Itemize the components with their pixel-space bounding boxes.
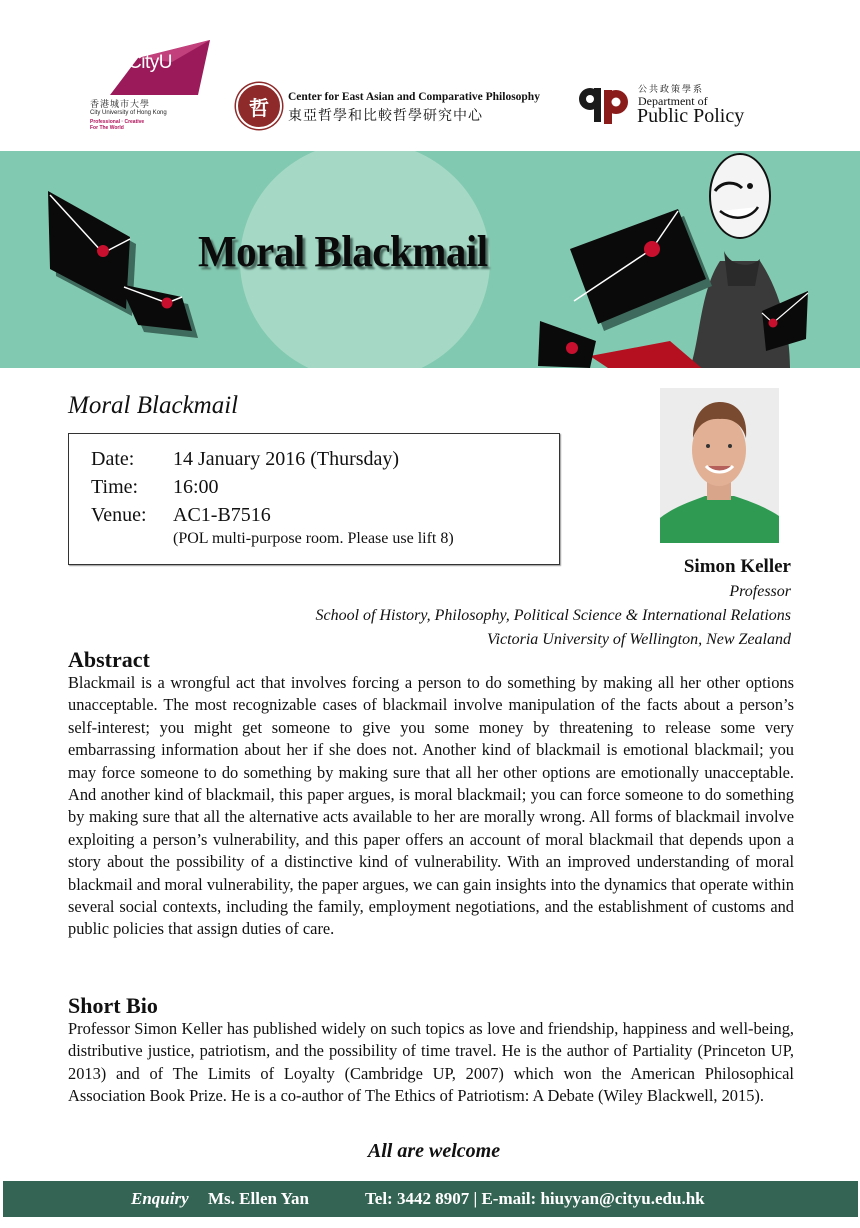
dpp-logo (578, 80, 758, 130)
dpp-name-line2: Public Policy (637, 105, 745, 127)
banner-title: Moral Blackmail (198, 227, 488, 276)
date-value: 14 January 2016 (Thursday) (173, 448, 400, 470)
talk-title: Moral Blackmail (68, 392, 239, 419)
event-details-box (68, 433, 560, 565)
envelope-icon (48, 191, 136, 316)
dpp-name-line1: Department of (638, 94, 708, 108)
venue-value: AC1-B7516 (173, 504, 271, 526)
bio-text: Professor Simon Keller has published widely on such topics as love and friendship, happiness and well-being, distributive justice, patriotism, and the possibility of time travel. He is the author of Partiality (Princeton UP, 2013) and of The Limits of Loyalty (Cambridge UP, 2007) which won the American Philosophical Association Book Prize. He is a co-author of The Ethics of Patriotism: A Debate (Wiley Blackwell, 2015). (68, 1019, 794, 1106)
envelope-icon (570, 209, 712, 331)
cityu-wordmark: CityU (128, 52, 172, 73)
enquiry-label: Enquiry (131, 1189, 189, 1208)
envelope-icon (538, 321, 596, 368)
abstract-heading: Abstract (68, 647, 150, 672)
time-value: 16:00 (173, 476, 219, 498)
time-label: Time: (91, 476, 139, 498)
ceacp-logo (236, 83, 546, 131)
speaker-school: School of History, Philosophy, Political Science & International Relations (315, 607, 791, 624)
venue-note: (POL multi-purpose room. Please use lift 8) (173, 530, 454, 547)
speaker-name: Simon Keller (683, 556, 791, 577)
ceacp-name-en: Center for East Asian and Comparative Philosophy (288, 91, 540, 103)
speaker-title: Professor (729, 583, 791, 600)
ceacp-name-cn: 東亞哲學和比較哲學研究中心 (288, 108, 483, 124)
venue-label: Venue: (91, 504, 147, 526)
envelope-icon (590, 341, 705, 368)
enquiry-contact-name: Ms. Ellen Yan (208, 1189, 309, 1208)
enquiry-contact-details: Tel: 3442 8907 | E-mail: hiuyyan@cityu.edu.hk (365, 1189, 705, 1208)
speaker-university: Victoria University of Wellington, New Zealand (487, 631, 791, 648)
title-banner (0, 151, 860, 368)
cityu-tagline: Professional · Creative For The World (90, 119, 145, 131)
dpp-name-cn: 公共政策學系 (638, 85, 705, 95)
dpp-mark-icon (578, 86, 630, 124)
bio-heading: Short Bio (68, 993, 158, 1018)
speaker-portrait-icon (660, 388, 779, 543)
speaker-photo (660, 388, 779, 543)
welcome-note: All are welcome (367, 1140, 501, 1162)
cityu-logo (88, 40, 208, 132)
ceacp-seal-icon: 哲 (236, 83, 282, 129)
abstract-text: Blackmail is a wrongful act that involves forcing a person to do something by making all her other options unacceptable. The most recognizable cases of blackmail involve manipulation of the facts about a person’s self-interest; you might get someone to give you some money by threatening to release some very embarrassing information about her if she does not. Another kind of blackmail is emotional blackmail; you may force someone to do something by making sure that all her other options are emotionally unacceptable. And another kind of blackmail, this paper argues, is moral blackmail; you can force someone to do something by making sure that all the alternative acts available to her are morally wrong. All forms of blackmail involve exploiting a person’s vulnerability, and this paper offers an account of moral blackmail that depends upon a story about the possibility of a distinctive kind of vulnerability. With an improved understanding of moral blackmail and moral vulnerability, the paper argues, we can gain insights into the dynamics that operate within several social contexts, including the family, employment negotiations, and the establishment of customs and public policies that assign duties of care. (68, 673, 794, 939)
date-label: Date: (91, 448, 135, 470)
cityu-name-en: City University of Hong Kong (90, 110, 167, 116)
enquiry-footer (3, 1181, 858, 1217)
cityu-name-cn: 香港城市大學 (90, 100, 151, 110)
